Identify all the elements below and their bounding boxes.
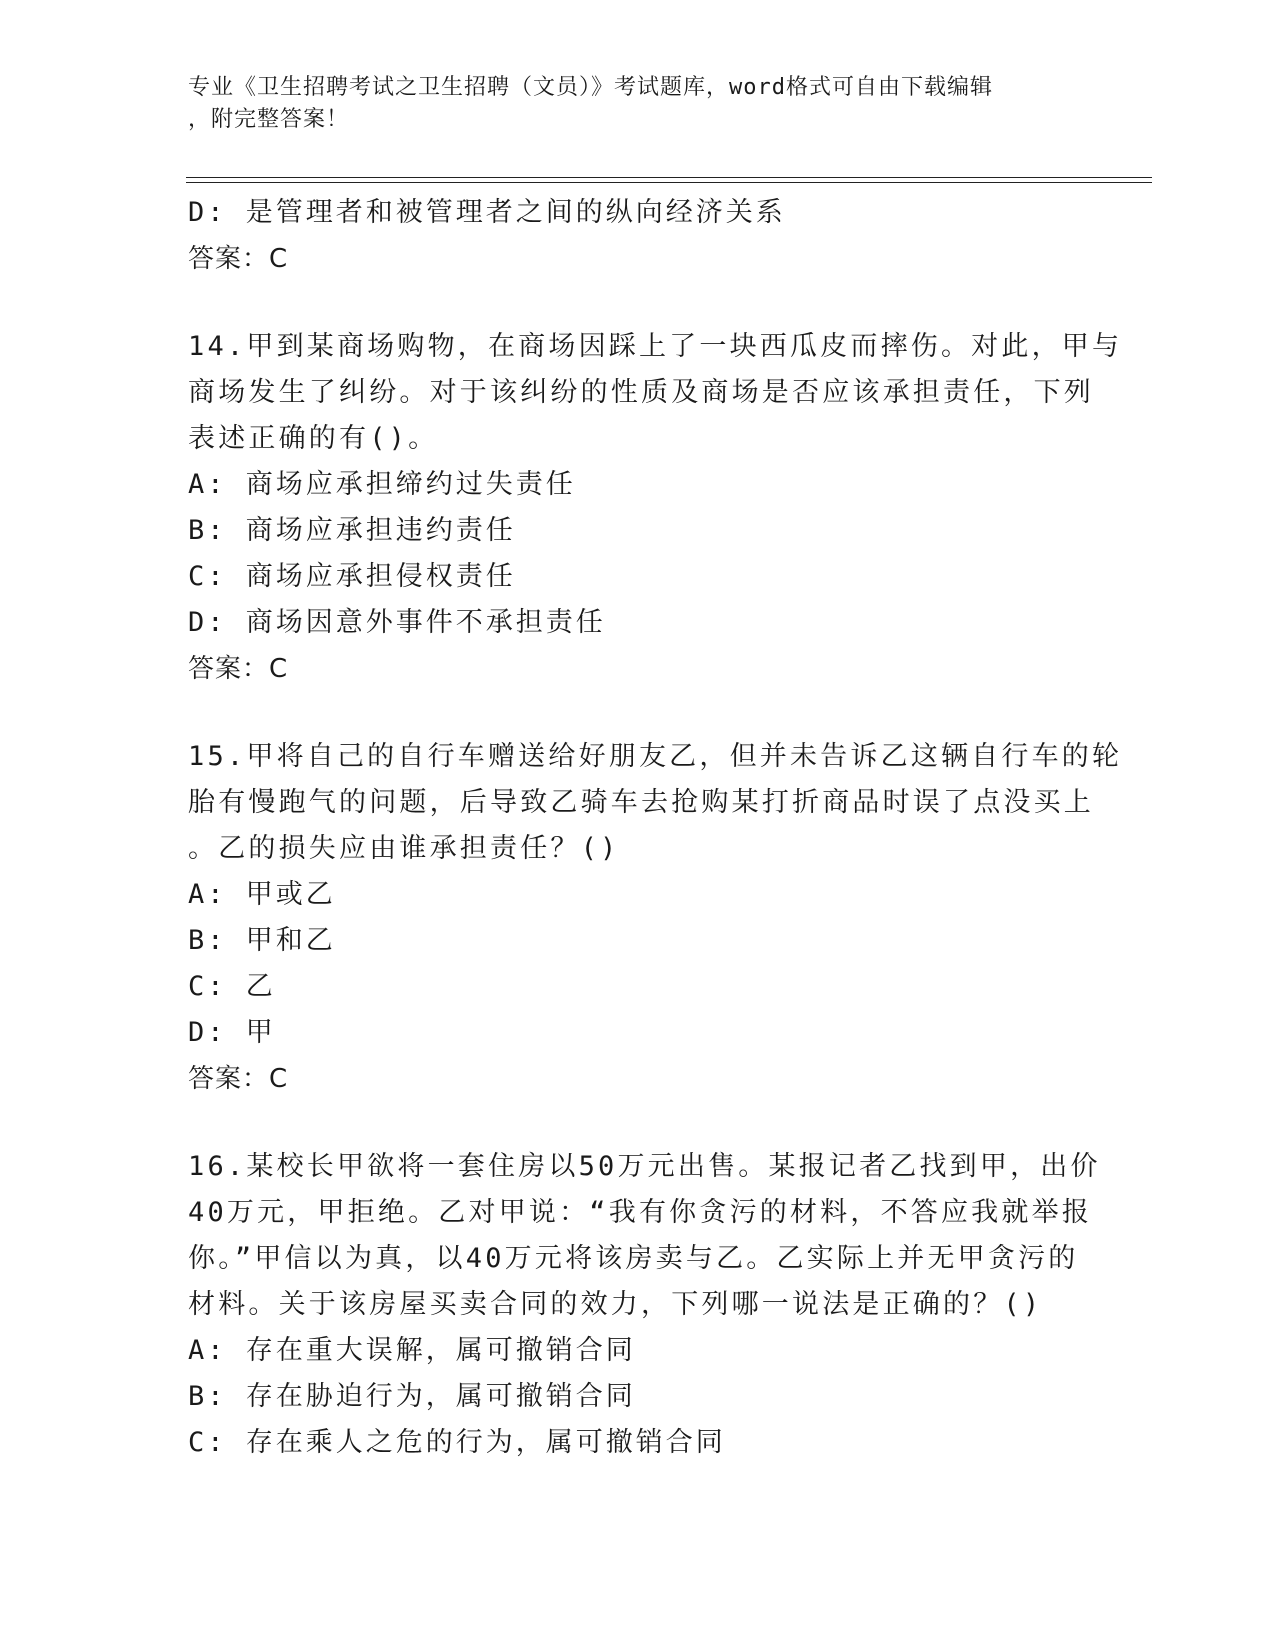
document-header	[188, 72, 1068, 136]
option-b: B: 甲和乙	[188, 925, 336, 956]
question-content	[188, 190, 1123, 1466]
question-text-line: 40万元，甲拒绝。乙对甲说：“我有你贪污的材料，不答应我就举报	[188, 1197, 1092, 1228]
question-text-line: 商场发生了纠纷。对于该纠纷的性质及商场是否应该承担责任，下列	[188, 377, 1094, 408]
answer-line: 答案：C	[188, 244, 289, 274]
question-text-line: 表述正确的有()。	[188, 423, 439, 454]
question-15	[188, 734, 1123, 1102]
answer-line: 答案：C	[188, 1064, 289, 1094]
option-c: C: 商场应承担侵权责任	[188, 561, 516, 592]
header-divider-second	[186, 182, 1152, 183]
header-line-2: ，附完整答案！	[188, 107, 350, 132]
option-a: A: 甲或乙	[188, 879, 336, 910]
previous-question-fragment	[188, 190, 1088, 282]
question-text	[188, 734, 1123, 872]
question-text-line: 15.甲将自己的自行车赠送给好朋友乙，但并未告诉乙这辆自行车的轮	[188, 741, 1123, 772]
option-b: B: 存在胁迫行为，属可撤销合同	[188, 1381, 636, 1412]
question-text-line: 材料。关于该房屋买卖合同的效力，下列哪一说法是正确的？()	[188, 1289, 1043, 1320]
question-text-line: 。乙的损失应由谁承担责任？()	[188, 833, 620, 864]
answer-line: 答案：C	[188, 654, 289, 684]
option-d: D: 是管理者和被管理者之间的纵向经济关系	[188, 197, 786, 228]
question-text-line: 你。”甲信以为真，以40万元将该房卖与乙。乙实际上并无甲贪污的	[188, 1243, 1079, 1274]
question-text	[188, 324, 1123, 462]
option-b: B: 商场应承担违约责任	[188, 515, 516, 546]
question-text-line: 14.甲到某商场购物，在商场因踩上了一块西瓜皮而摔伤。对此，甲与	[188, 331, 1123, 362]
question-text-line: 16.某校长甲欲将一套住房以50万元出售。某报记者乙找到甲，出价	[188, 1151, 1101, 1182]
header-divider	[186, 177, 1152, 178]
option-a: A: 商场应承担缔约过失责任	[188, 469, 576, 500]
option-a: A: 存在重大误解，属可撤销合同	[188, 1335, 636, 1366]
header-line-1: 专业《卫生招聘考试之卫生招聘（文员）》考试题库，word格式可自由下载编辑	[188, 75, 993, 100]
option-d: D: 商场因意外事件不承担责任	[188, 607, 606, 638]
option-c: C: 存在乘人之危的行为，属可撤销合同	[188, 1427, 726, 1458]
question-text-line: 胎有慢跑气的问题，后导致乙骑车去抢购某打折商品时误了点没买上	[188, 787, 1094, 818]
question-text	[188, 1144, 1101, 1328]
option-c: C: 乙	[188, 971, 276, 1002]
question-14	[188, 324, 1123, 692]
option-d: D: 甲	[188, 1017, 276, 1048]
question-16	[188, 1144, 1101, 1466]
